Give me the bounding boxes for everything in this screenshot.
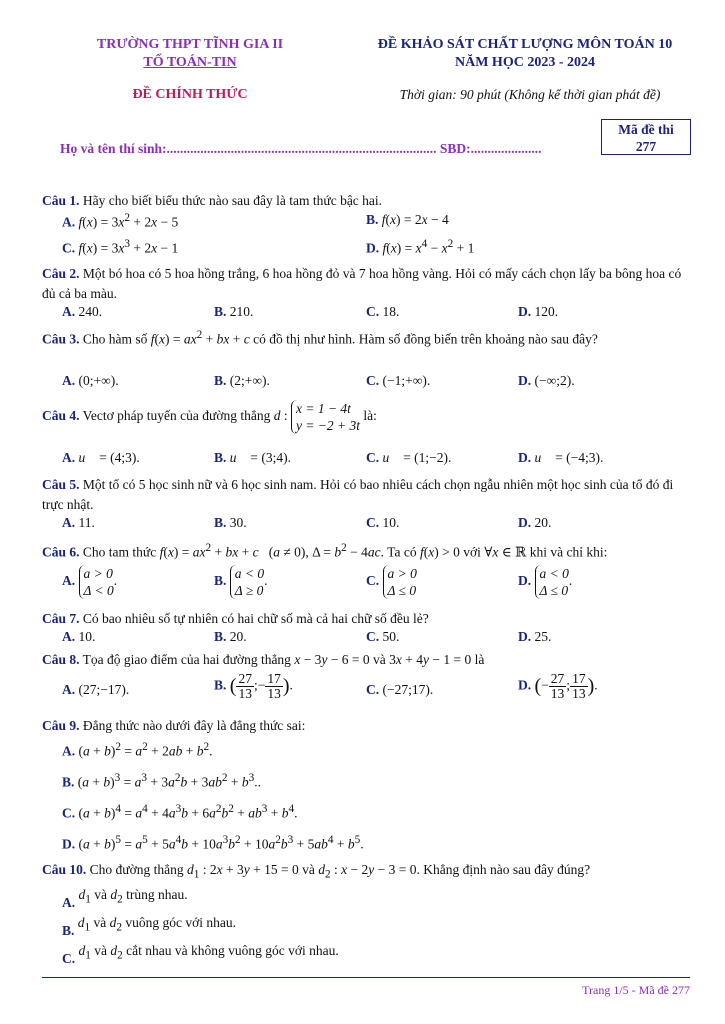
exam-code-label: Mã đề thi (618, 122, 674, 137)
q9-option-b[interactable]: B. $(a + b)^3 = a^3 + 3a^2b + 3ab^2 + b^3$.. (62, 772, 262, 790)
q6-option-d[interactable]: D. a < 0 Δ ≤ 0. (518, 566, 573, 598)
exam-title: ĐỀ KHẢO SÁT CHẤT LƯỢNG MÔN TOÁN 10 (377, 37, 673, 52)
exam-time: Thời gian: 90 phút (Không kể thời gian phát đề) (399, 87, 661, 102)
q8-option-c[interactable]: C. (−27;17). (366, 682, 434, 697)
q6-option-c[interactable]: C. a > 0 Δ ≤ 0 (366, 566, 417, 598)
school-header (60, 36, 320, 72)
q5-option-a[interactable]: A. 11. (62, 515, 95, 530)
q2-option-c[interactable]: C. 18. (366, 304, 400, 319)
q4-option-d[interactable]: D. u⃗ = (−4;3). (518, 450, 604, 465)
question-8: Câu 8. Tọa độ giao điểm của hai đường thẳng x − 3y − 6 = 0 và 3x + 4y − 1 = 0 là (42, 652, 485, 667)
q5-option-d[interactable]: D. 20. (518, 515, 552, 530)
school-name: TRƯỜNG THPT TĨNH GIA II (96, 37, 284, 52)
question-9: Câu 9. Đẳng thức nào dưới đây là đẳng thức sai: (42, 718, 306, 733)
q9-option-a[interactable]: A. $(a + b)^2 = a^2 + 2ab + b^2$. (62, 741, 213, 759)
q6-option-a[interactable]: A. a > 0 Δ < 0. (62, 566, 118, 598)
q1-option-d[interactable]: D. $f(x) = x^4 - x^2 + 1$ (366, 238, 475, 256)
q10-option-b[interactable]: B. $d_1$ và $d_2$ vuông góc với nhau. (62, 915, 237, 938)
q5-option-b[interactable]: B. 30. (214, 515, 247, 530)
question-6: Câu 6. Cho tam thức $f(x) = ax^2$ + bx + c (a ≠ 0), $\Delta = b^2 - 4ac$. Ta có f(x) > 0 với ∀x ∈ ℝ khi và chỉ khi: (42, 542, 608, 560)
q8-option-b[interactable]: B. ( $\frac{27}{13}$ ;− $\frac{17}{13}$ ). (214, 671, 293, 701)
q2-option-a[interactable]: A. 240. (62, 304, 103, 319)
exam-code-box (601, 119, 691, 155)
q2-option-d[interactable]: D. 120. (518, 304, 559, 319)
q4-option-b[interactable]: B. u⃗ = (3;4). (214, 450, 292, 465)
q6-option-b[interactable]: B. a < 0 Δ ≥ 0. (214, 566, 268, 598)
q1-option-a[interactable]: A. $f(x) = 3x^2 + 2x - 5$ (62, 212, 179, 230)
q4-option-a[interactable]: A. u⃗ = (4;3). (62, 450, 140, 465)
exam-code-value: 277 (635, 139, 657, 154)
q3-option-b[interactable]: B. (2;+∞). (214, 373, 270, 388)
q4-system: x = 1 − 4t y = −2 + 3t (291, 400, 360, 434)
page-footer: Trang 1/5 - Mã đề 277 (582, 983, 690, 997)
q9-option-d[interactable]: D. $(a + b)^5 = a^5 + 5a^4b + 10a^3b^2 + 10a^2b^3 + 5ab^4 + b^5$. (62, 834, 364, 852)
q8-option-a[interactable]: A. (27;−17). (62, 682, 130, 697)
question-text: Hãy cho biết biểu thức nào sau đây là tam thức bậc hai. (82, 193, 383, 208)
official-label: ĐỀ CHÍNH THỨC (132, 87, 248, 102)
q3-option-c[interactable]: C. (−1;+∞). (366, 373, 431, 388)
q2-option-b[interactable]: B. 210. (214, 304, 254, 319)
q8-option-d[interactable]: D. (− $\frac{27}{13}$ ; $\frac{17}{13}$ ). (518, 671, 598, 701)
footer-divider (42, 977, 690, 978)
q7-option-a[interactable]: A. 10. (62, 629, 96, 644)
school-year: NĂM HỌC 2023 - 2024 (455, 55, 595, 70)
q1-option-c[interactable]: C. $f(x) = 3x^3 + 2x - 1$ (62, 238, 179, 256)
exam-header (355, 36, 695, 72)
group-name: TỔ TOÁN-TIN (143, 55, 237, 70)
question-10: Câu 10. Cho đường thẳng $d_1$ : 2x + 3y + 15 = 0 và $d_2$ : x − 2y − 3 = 0. Khẳng định nào sau đây đúng? (42, 862, 591, 881)
question-1 (42, 191, 690, 211)
q7-option-d[interactable]: D. 25. (518, 629, 552, 644)
question-4: Câu 4. Vectơ pháp tuyến của đường thẳng d : x = 1 − 4t y = −2 + 3t là: (42, 401, 377, 433)
q10-option-c[interactable]: C. $d_1$ và $d_2$ cắt nhau và không vuông góc với nhau. (62, 943, 339, 966)
question-2: Câu 2. Một bó hoa có 5 hoa hồng trắng, 6 hoa hồng đỏ và 7 hoa hồng vàng. Hỏi có mấy cách chọn lấy ba bông hoa có đủ cả ba màu. (42, 266, 682, 301)
question-label: Câu 1. (42, 193, 80, 208)
q5-option-c[interactable]: C. 10. (366, 515, 400, 530)
q9-option-c[interactable]: C. $(a + b)^4 = a^4 + 4a^3b + 6a^2b^2 + ab^3 + b^4$. (62, 803, 298, 821)
q1-option-b[interactable]: B. f(x) = 2x − 4 (366, 212, 449, 227)
question-5: Câu 5. Một tổ có 5 học sinh nữ và 6 học sinh nam. Hỏi có bao nhiêu cách chọn ngẫu nhiên một học sinh của tổ đó đi trực nhật. (42, 477, 674, 512)
question-7: Câu 7. Có bao nhiêu số tự nhiên có hai chữ số mà cả hai chữ số đều lẻ? (42, 611, 429, 626)
q3-option-a[interactable]: A. (0;+∞). (62, 373, 119, 388)
student-name-line: Họ và tên thí sinh:................................................................................ SBD:..................... (60, 141, 542, 156)
q4-option-c[interactable]: C. u⃗ = (1;−2). (366, 450, 452, 465)
q7-option-c[interactable]: C. 50. (366, 629, 400, 644)
q10-option-a[interactable]: A. $d_1$ và $d_2$ trùng nhau. (62, 887, 188, 910)
q3-option-d[interactable]: D. (−∞;2). (518, 373, 575, 388)
q7-option-b[interactable]: B. 20. (214, 629, 247, 644)
question-3: Câu 3. Cho hàm số $f(x) = ax^2$ + bx + c có đồ thị như hình. Hàm số đồng biến trên khoảng nào sau đây? (42, 329, 598, 347)
